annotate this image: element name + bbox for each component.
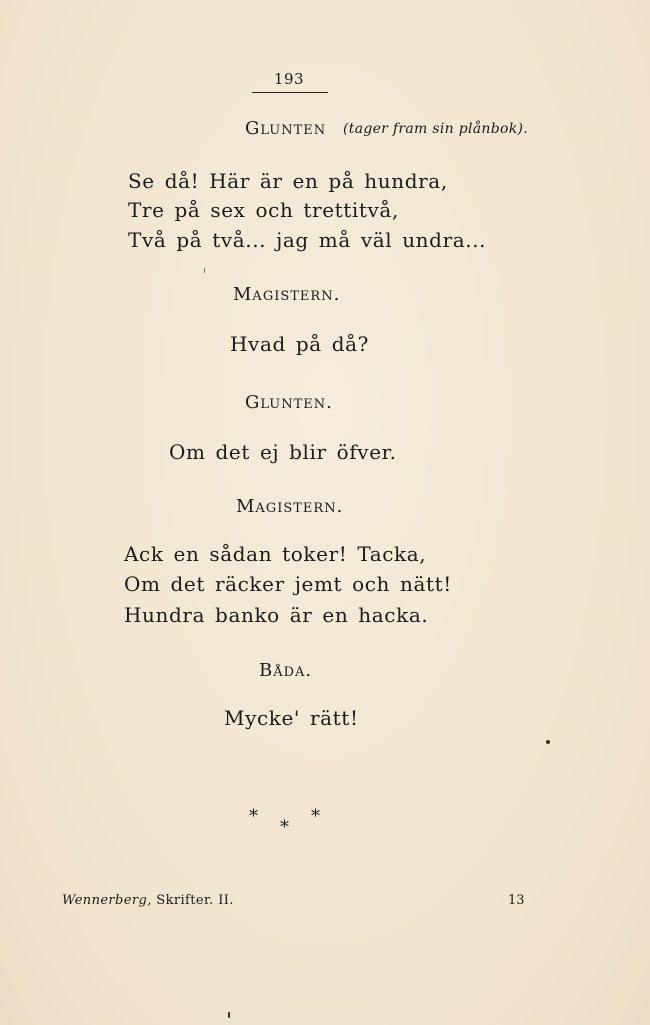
paper-speck: [546, 740, 550, 744]
page-number: 193: [273, 70, 305, 88]
asterism-star-right: *: [311, 806, 320, 827]
footer-author: Wennerberg,: [62, 893, 152, 908]
asterism-star-bottom: *: [280, 817, 289, 838]
verse-line-3: Två på två... jag må väl undra...: [128, 228, 487, 252]
paper-speck: [204, 268, 205, 273]
speaker-magistern-2: Magistern.: [236, 496, 344, 517]
verse-line-4: Hvad på då?: [230, 332, 369, 356]
verse-line-6: Ack en sådan toker! Tacka,: [124, 542, 427, 566]
asterism-star-left: *: [249, 806, 258, 827]
verse-line-1: Se då! Här är en på hundra,: [128, 169, 448, 193]
footer-imprint: [62, 893, 234, 908]
header-rule: [252, 92, 328, 93]
verse-line-2: Tre på sex och trettitvå,: [128, 198, 399, 222]
paper-speck: [228, 1012, 230, 1018]
verse-line-9: Mycke' rätt!: [224, 706, 359, 730]
verse-line-7: Om det räcker jemt och nätt!: [124, 572, 452, 596]
stage-direction: (tager fram sin plånbok).: [343, 121, 528, 137]
verse-line-5: Om det ej blir öfver.: [169, 440, 397, 464]
speaker-glunten-1: Glunten: [245, 118, 327, 139]
speaker-magistern-1: Magistern.: [233, 284, 341, 305]
speaker-bada: Båda.: [259, 660, 313, 681]
speaker-glunten-2: Glunten.: [245, 392, 333, 413]
signature-mark: 13: [508, 893, 525, 908]
footer-title: Skrifter. II.: [156, 893, 234, 908]
verse-line-8: Hundra banko är en hacka.: [124, 603, 429, 627]
